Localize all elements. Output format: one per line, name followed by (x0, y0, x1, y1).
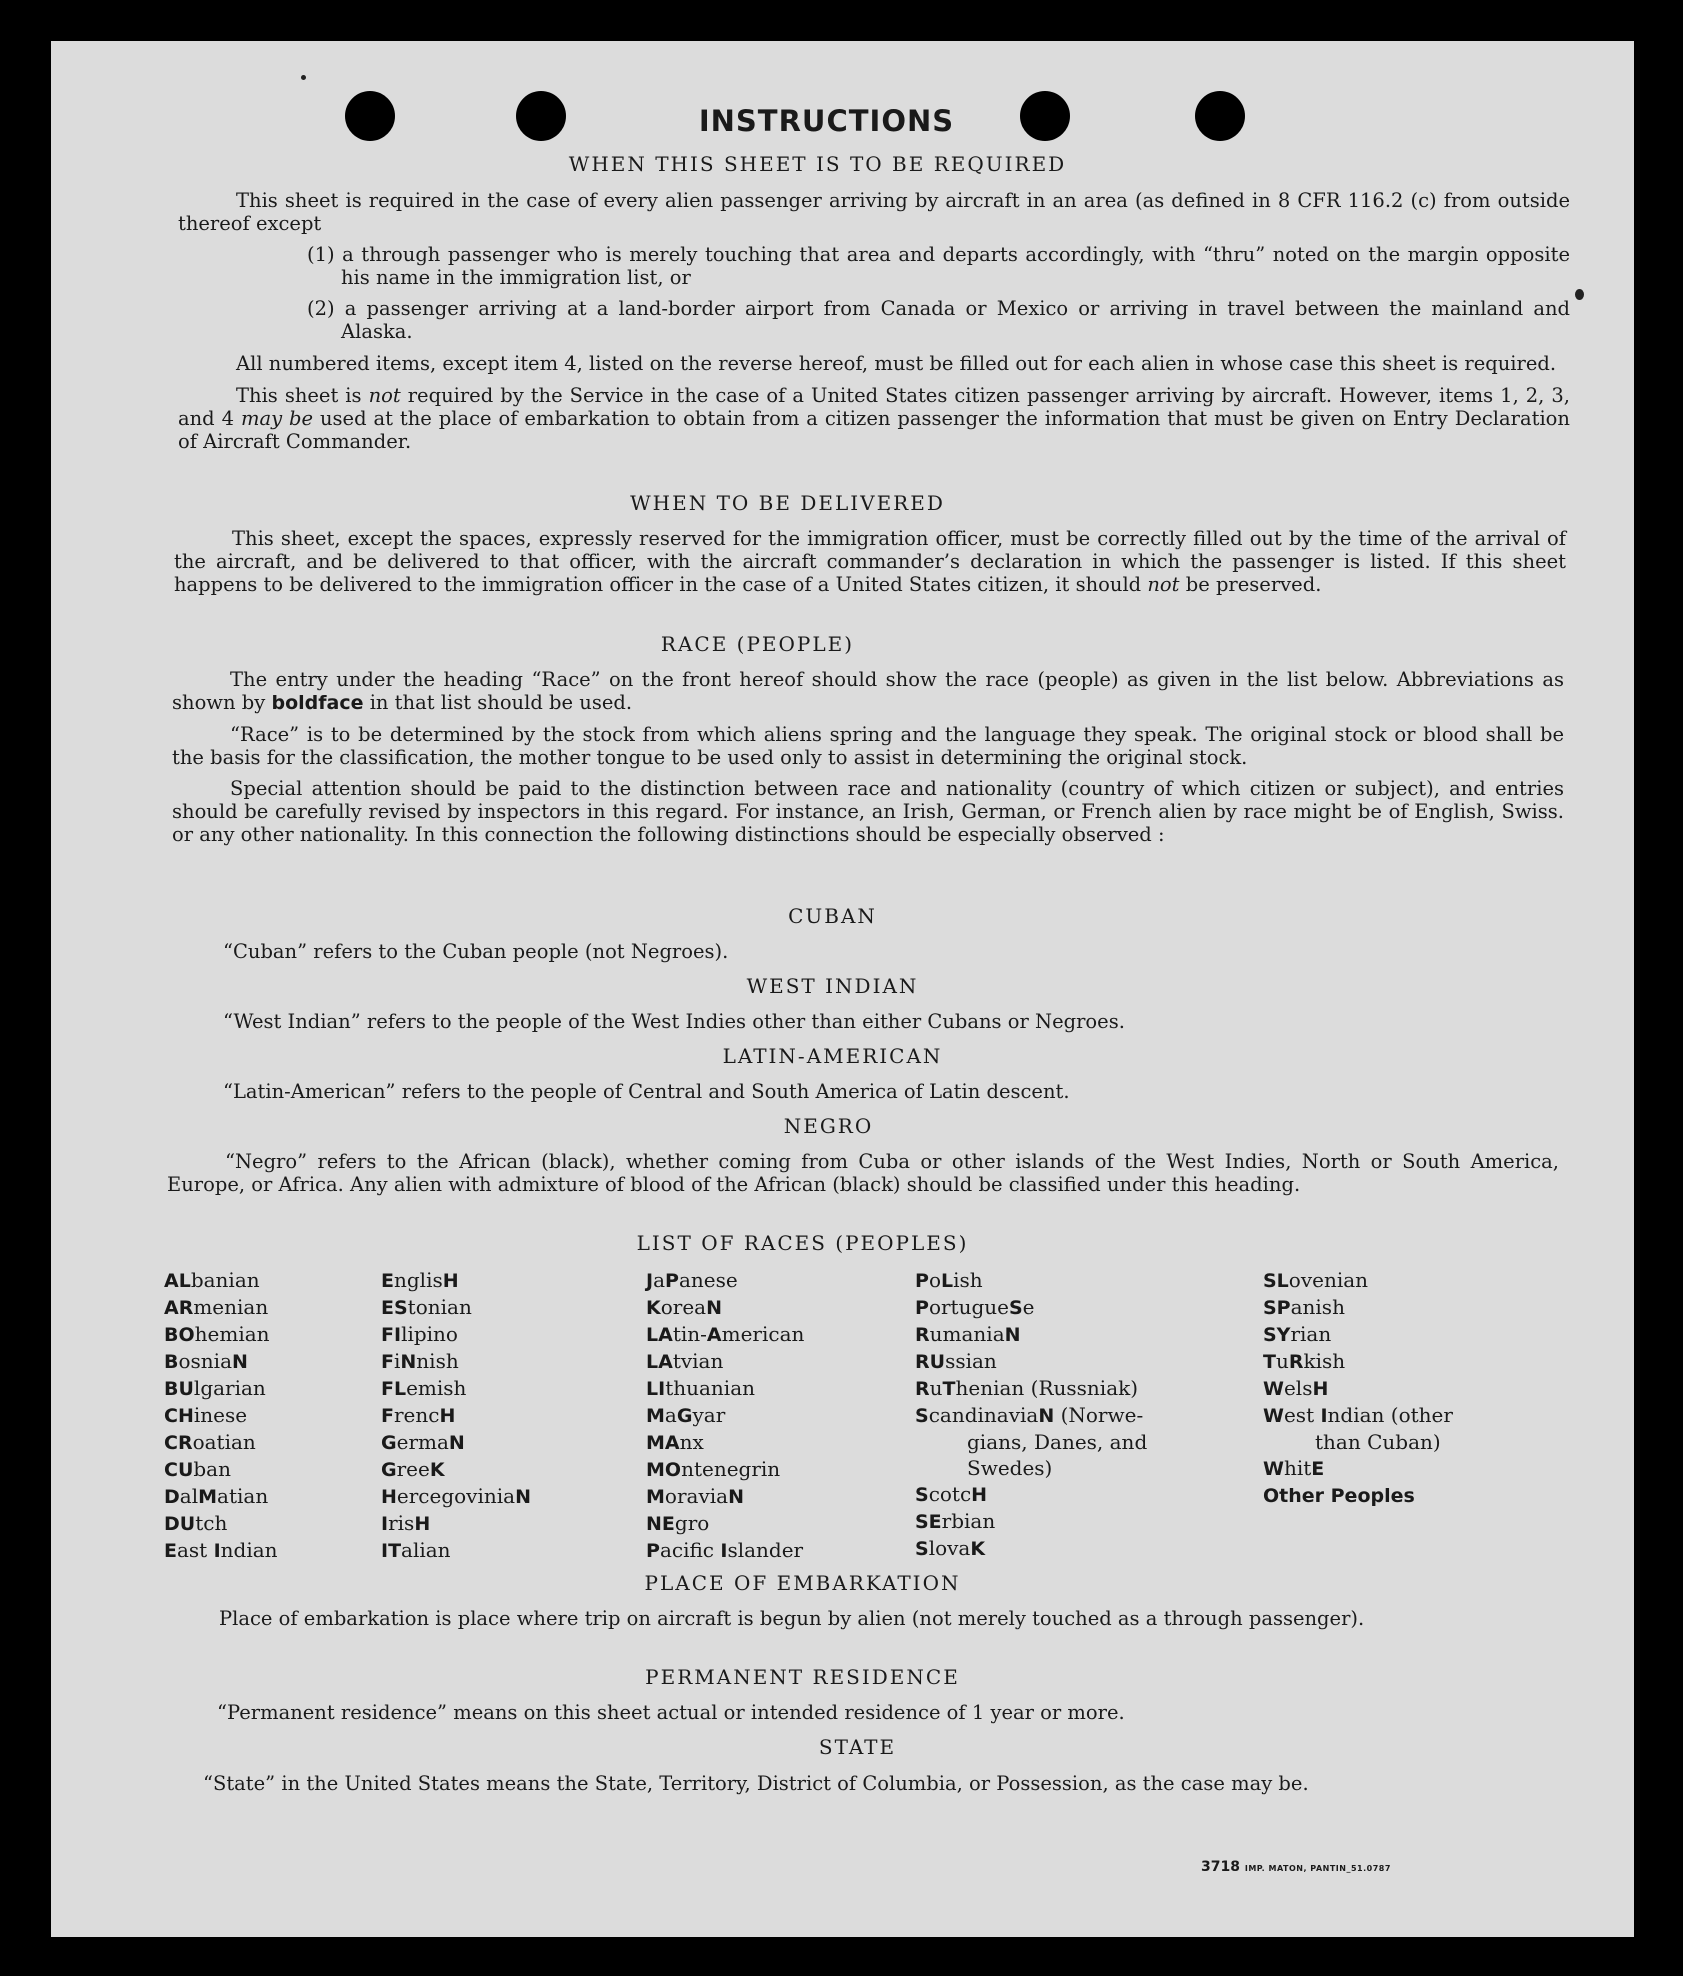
race-list-item: CUban (164, 1457, 231, 1481)
race-list-item: EStonian (381, 1295, 472, 1319)
race-list-item: Other Peoples (1263, 1485, 1415, 1507)
race-list-item: SLovenian (1263, 1268, 1369, 1292)
race-list-item: WhitE (1263, 1456, 1325, 1480)
race-list-item: SYrian (1263, 1322, 1332, 1346)
embarkation-text: Place of embarkation is place where trip on aircraft is begun by alien (not merely touched as a through passenger). (219, 1607, 1365, 1630)
races-column-3 (646, 1267, 804, 1564)
race-list-item: FiNnish (381, 1349, 459, 1373)
race-list-item: MOntenegrin (646, 1457, 781, 1481)
cuban-text: “Cuban” refers to the Cuban people (not Negroes). (223, 940, 729, 963)
latin-american-text: “Latin-American” refers to the people of Central and South America of Latin descent. (223, 1080, 1070, 1103)
race-list-item: DalMatian (164, 1484, 269, 1508)
race-body (172, 668, 1564, 846)
race-list-item: SPanish (1263, 1295, 1345, 1319)
heading-embarkation: PLACE OF EMBARKATION (644, 1571, 961, 1595)
race-list-item: BosniaN (164, 1349, 248, 1373)
race-list-item: RUssian (915, 1349, 997, 1373)
race-list-item: WelsH (1263, 1376, 1329, 1400)
race-list-item: West Indian (other (1263, 1403, 1453, 1427)
required-intro: This sheet is required in the case of every alien passenger arriving by aircraft in an area (as defined in 8 CFR 116.2 (c) from outside thereof except (178, 189, 1570, 235)
race-list-item: HercegoviniaN (381, 1484, 531, 1508)
race-list-item: ITalian (381, 1538, 451, 1562)
race-list-item: FLemish (381, 1376, 467, 1400)
race-list-item: GermaN (381, 1430, 465, 1454)
race-list-item: EnglisH (381, 1268, 459, 1292)
races-column-4 (915, 1267, 1147, 1562)
required-item-2: (2) a passenger arriving at a land-border airport from Canada or Mexico or arriving in travel between the mainland and Alaska. (307, 297, 1570, 343)
race-list-item: LAtvian (646, 1349, 724, 1373)
race-list-item: RumaniaN (915, 1322, 1021, 1346)
race-list-item: PortugueSe (915, 1295, 1035, 1319)
race-list-item: Pacific Islander (646, 1538, 804, 1562)
heading-list-of-races: LIST OF RACES (PEOPLES) (636, 1231, 969, 1255)
numbered-items-paragraph: All numbered items, except item 4, listed on the reverse hereof, must be filled out for each alien in whose case this sheet is required. (236, 352, 1557, 375)
heading-permanent-residence: PERMANENT RESIDENCE (645, 1665, 960, 1689)
heading-state: STATE (818, 1735, 897, 1759)
race-paragraph-1: The entry under the heading “Race” on the front hereof should show the race (people) as given in the list below. Abbreviations as shown by boldface in that list should be used. (172, 668, 1564, 714)
race-list-item: FrencH (381, 1403, 456, 1427)
heading-negro: NEGRO (783, 1114, 874, 1138)
race-list-item: FIlipino (381, 1322, 458, 1346)
race-list-item: LAtin-American (646, 1322, 805, 1346)
race-list-item: MaGyar (646, 1403, 726, 1427)
race-paragraph-3: Special attention should be paid to the distinction between race and nationality (country of which citizen or subject), and entries should be carefully revised by inspectors in this regard. For instance, an Irish, German, or French alien by race might be of English, Swiss. or any other nationality. In this connection the following distinctions should be especially observed : (172, 777, 1564, 846)
race-list-item: TuRkish (1263, 1349, 1346, 1373)
race-list-item: RuThenian (Russniak) (915, 1376, 1139, 1400)
races-column-2 (381, 1267, 531, 1564)
race-list-item: MAnx (646, 1430, 704, 1454)
race-list-item: CRoatian (164, 1430, 256, 1454)
race-list-item: SlovaK (915, 1536, 986, 1560)
race-list-item: ALbanian (164, 1268, 260, 1292)
race-list-item: ARmenian (164, 1295, 269, 1319)
races-column-1 (164, 1267, 278, 1564)
negro-text: “Negro” refers to the African (black), whether coming from Cuba or other islands of the West Indies, North or South America, Europe, or Africa. Any alien with admixture of blood of the African (black) should be classified under this heading. (167, 1150, 1559, 1196)
race-list-item: KoreaN (646, 1295, 723, 1319)
speck (301, 75, 306, 80)
race-list-item: than Cuban) (1315, 1430, 1441, 1454)
race-list-item: Swedes) (967, 1456, 1053, 1480)
form-number: 3718 IMP. MATON, PANTIN_51.0787 (1201, 1859, 1391, 1875)
race-list-item: NEgro (646, 1511, 710, 1535)
race-list-item: gians, Danes, and (967, 1430, 1148, 1454)
race-paragraph-2: “Race” is to be determined by the stock from which aliens spring and the language they speak. The original stock or blood shall be the basis for the classification, the mother tongue to be used only to assist in determining the original stock. (172, 723, 1564, 769)
state-text: “State” in the United States means the State, Territory, District of Columbia, or Possession, as the case may be. (203, 1772, 1309, 1795)
race-list-item: LIthuanian (646, 1376, 755, 1400)
heading-cuban: CUBAN (788, 904, 877, 928)
race-list-item: SErbian (915, 1509, 996, 1533)
race-list-item: MoraviaN (646, 1484, 744, 1508)
race-list-item: ScotcH (915, 1482, 988, 1506)
races-column-5 (1263, 1267, 1453, 1509)
west-indian-text: “West Indian” refers to the people of the West Indies other than either Cubans or Negroes. (223, 1010, 1125, 1033)
race-list-item: ScandinaviaN (Norwe- (915, 1403, 1144, 1427)
required-item-1: (1) a through passenger who is merely touching that area and departs accordingly, with “thru” noted on the margin opposite his name in the immigration list, or (307, 243, 1570, 289)
race-list-item: GreeK (381, 1457, 445, 1481)
race-list-item: BOhemian (164, 1322, 270, 1346)
residence-text: “Permanent residence” means on this sheet actual or intended residence of 1 year or more. (217, 1701, 1125, 1724)
heading-when-required: WHEN THIS SHEET IS TO BE REQUIRED (568, 152, 1067, 176)
heading-race: RACE (PEOPLE) (660, 632, 855, 656)
document-sheet (51, 41, 1634, 1937)
page-title: INSTRUCTIONS (698, 104, 955, 138)
delivered-paragraph: This sheet, except the spaces, expressly reserved for the immigration officer, must be correctly filled out by the time of the arrival of the aircraft, and be delivered to that officer, with the aircraft commander’s declaration in which the passenger is listed. If this sheet happens to be delivered to the immigration officer in the case of a United States citizen, it should not be preserved. (174, 527, 1566, 596)
heading-when-delivered: WHEN TO BE DELIVERED (630, 491, 945, 515)
race-list-item: JaPanese (646, 1268, 738, 1292)
race-list-item: PoLish (915, 1268, 983, 1292)
citizen-paragraph: This sheet is not required by the Service in the case of a United States citizen passenger arriving by aircraft. However, items 1, 2, 3, and 4 may be used at the place of embarkation to obtain from a citizen passenger the information that must be given on Entry Declaration of Aircraft Commander. (178, 384, 1570, 453)
race-list-item: DUtch (164, 1511, 228, 1535)
race-list-item: East Indian (164, 1538, 278, 1562)
race-list-item: IrisH (381, 1511, 431, 1535)
heading-latin-american: LATIN-AMERICAN (722, 1044, 943, 1068)
heading-west-indian: WEST INDIAN (746, 974, 919, 998)
speck (1575, 289, 1584, 300)
race-list-item: BUlgarian (164, 1376, 266, 1400)
section-required-body (178, 189, 1570, 453)
race-list-item: CHinese (164, 1403, 248, 1427)
